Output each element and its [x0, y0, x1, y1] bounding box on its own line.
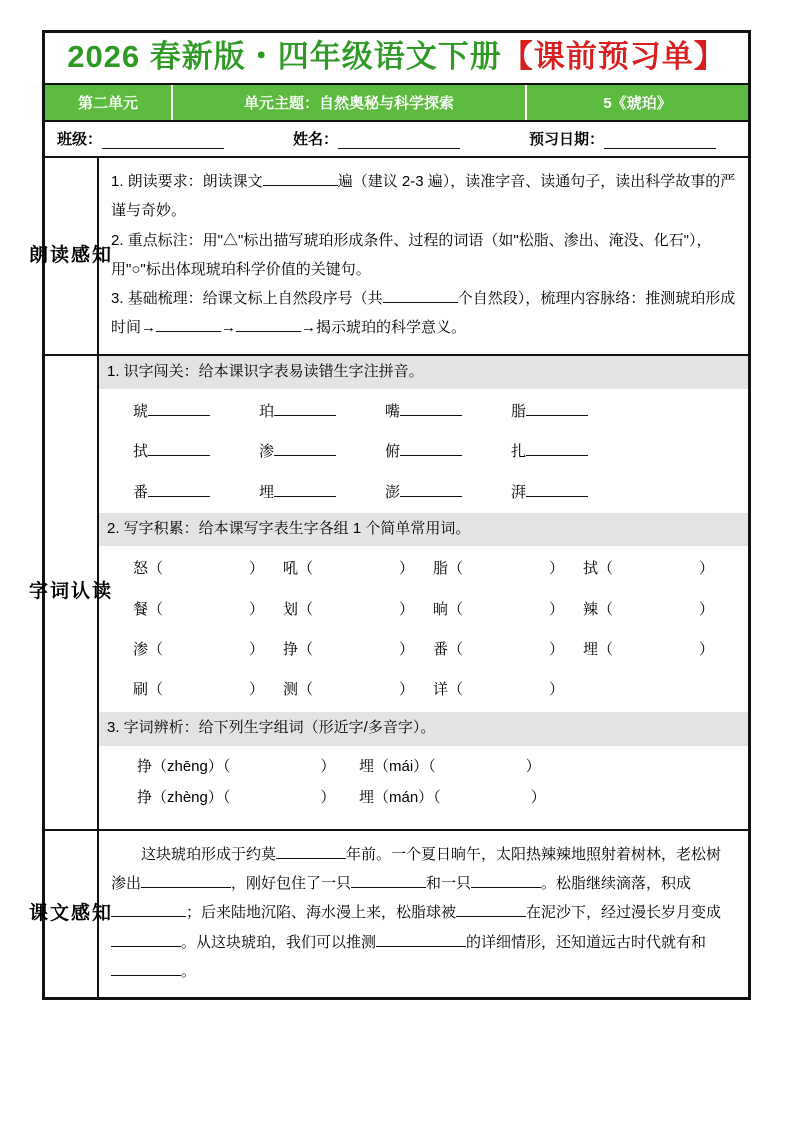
- pinyin-blank[interactable]: [148, 399, 210, 416]
- cloze-paragraph: [111, 840, 736, 986]
- pinyin-char: 扎: [511, 443, 527, 461]
- pinyin-item[interactable]: [511, 473, 637, 513]
- cloze-blank-resin[interactable]: [141, 871, 231, 888]
- reading-item-3-text-b: 个自然段），梳理内容脉络：推测琥珀形成时间→: [111, 290, 736, 337]
- write-char: 埋: [583, 640, 599, 658]
- cloze-blank-fossil[interactable]: [111, 930, 181, 947]
- discriminate-label: 挣（zhèng）（: [137, 789, 231, 807]
- pinyin-grid: [111, 389, 736, 513]
- write-word-item[interactable]: 埋（ ）: [583, 640, 715, 658]
- pinyin-blank[interactable]: [400, 480, 462, 497]
- cloze-text-b: 年前。一个夏日晌午，太阳热辣辣地照射着树林，老松树渗出: [111, 845, 722, 893]
- reading-item-3: [111, 284, 736, 343]
- discriminate-row: [137, 782, 736, 814]
- section-reading: [28, 158, 748, 356]
- reading-item-1: [111, 167, 736, 226]
- section-vocabulary: [28, 356, 748, 831]
- cloze-text-c: ，刚好包住了一只: [231, 875, 352, 893]
- write-word-item[interactable]: 餐（ ）: [133, 600, 265, 618]
- write-word-item[interactable]: 挣（ ）: [283, 640, 415, 658]
- cloze-text-i: 的详细情形，还知道远古时代就有和: [466, 933, 707, 951]
- pinyin-blank[interactable]: [400, 440, 462, 457]
- discriminate-label: 埋（mán）（: [359, 789, 441, 807]
- reading-item-3-text-a: 3. 基础梳理：给课文标上自然段序号（共: [111, 290, 383, 308]
- pinyin-blank[interactable]: [526, 399, 588, 416]
- write-word-item[interactable]: 番（ ）: [433, 640, 565, 658]
- write-word-item[interactable]: 渗（ ）: [133, 640, 265, 658]
- pinyin-item[interactable]: [385, 473, 511, 513]
- reading-item-2: 2. 重点标注：用"△"标出描写琥珀形成条件、过程的词语（如"松脂、渗出、淹没、化石"），用"○"标出体现琥珀科学价值的关键句。: [111, 231, 712, 278]
- unit-number: 第二单元: [45, 85, 173, 120]
- cloze-blank-creature[interactable]: [111, 959, 181, 976]
- write-word-item[interactable]: 刷（ ）: [133, 681, 265, 699]
- write-char: 详: [433, 681, 449, 699]
- cloze-text-g: 在泥沙下，经过漫长岁月变成: [526, 904, 722, 922]
- discriminate-label: 埋（mái）（: [359, 757, 436, 775]
- vocabulary-subheader-1: 1. 识字闯关：给本课识字表易读错生字注拼音。: [99, 356, 748, 390]
- write-char: 挣: [283, 640, 299, 658]
- reading-item-3-text-c: →: [221, 319, 237, 337]
- pinyin-char: 嘴: [385, 403, 401, 421]
- write-char: 渗: [133, 640, 149, 658]
- class-input[interactable]: [102, 133, 224, 149]
- date-field[interactable]: [517, 128, 748, 149]
- cloze-text-j: 。: [181, 962, 197, 980]
- pinyin-char: 脂: [511, 403, 527, 421]
- cloze-blank-insect2[interactable]: [471, 871, 541, 888]
- write-char: 吼: [283, 560, 299, 578]
- title-main: 2026 春新版・四年级语文下册: [67, 39, 502, 74]
- reading-item-3-text-d: →揭示琥珀的科学意义。: [301, 319, 467, 337]
- discriminate-item[interactable]: 挣（zhèng）（ ）: [137, 789, 336, 807]
- write-char: 拭: [583, 560, 599, 578]
- cloze-text-d: 和一只: [426, 875, 472, 893]
- write-word-item[interactable]: 划（ ）: [283, 600, 415, 618]
- write-word-item[interactable]: 拭（ ）: [583, 560, 715, 578]
- unit-theme: 单元主题：自然奥秘与科学探索: [173, 85, 527, 120]
- reading-item-1-text-b: 遍（建议 2-3 遍），读准字音、读通句子，读出科学故事的严谨与奇妙。: [111, 173, 736, 220]
- pinyin-item[interactable]: [511, 392, 637, 432]
- pinyin-blank[interactable]: [526, 440, 588, 457]
- cloze-blank-buried[interactable]: [456, 901, 526, 918]
- write-char: 番: [433, 640, 449, 658]
- reading-blank-times[interactable]: [263, 169, 338, 186]
- pinyin-blank[interactable]: [400, 399, 462, 416]
- date-input[interactable]: [604, 133, 716, 149]
- pinyin-item[interactable]: [133, 432, 259, 472]
- write-char: 晌: [433, 600, 449, 618]
- write-word-grid: [111, 546, 736, 712]
- reading-blank-paragraph-count[interactable]: [383, 286, 458, 303]
- cloze-blank-years[interactable]: [276, 842, 346, 859]
- vocabulary-subheader-2: 2. 写字积累：给本课写字表生字各组 1 个简单常用词。: [99, 513, 748, 547]
- pinyin-char: 澎: [385, 483, 401, 501]
- pinyin-char: 俯: [385, 443, 401, 461]
- pinyin-item[interactable]: [259, 432, 385, 472]
- discriminate-grid: [111, 746, 736, 818]
- pinyin-item[interactable]: [133, 392, 259, 432]
- pinyin-char: 埋: [259, 483, 275, 501]
- name-label: 姓名：: [293, 131, 339, 149]
- write-char: 刷: [133, 681, 149, 699]
- write-word-item[interactable]: 怒（ ）: [133, 560, 265, 578]
- unit-band: [45, 85, 748, 122]
- write-char: 辣: [583, 600, 599, 618]
- name-input[interactable]: [338, 133, 460, 149]
- pinyin-item[interactable]: [259, 473, 385, 513]
- discriminate-item[interactable]: 埋（mái）（ ）: [359, 757, 541, 775]
- pinyin-blank[interactable]: [274, 480, 336, 497]
- write-char: 怒: [133, 560, 149, 578]
- class-label: 班级：: [57, 131, 103, 149]
- cloze-text-a: 这块琥珀形成于约莫: [141, 845, 277, 863]
- pinyin-char: 珀: [259, 403, 275, 421]
- cloze-text-e: 。松脂继续滴落，积成: [541, 875, 692, 893]
- write-char: 餐: [133, 600, 149, 618]
- cloze-text-h: 。从这块琥珀，我们可以推测: [181, 933, 377, 951]
- pinyin-blank[interactable]: [148, 480, 210, 497]
- reading-blank-stage-2[interactable]: [236, 316, 301, 333]
- pinyin-char: 番: [133, 483, 149, 501]
- date-label: 预习日期：: [529, 131, 605, 149]
- pinyin-char: 湃: [511, 483, 527, 501]
- name-field[interactable]: [281, 128, 517, 149]
- pinyin-item[interactable]: [259, 392, 385, 432]
- pinyin-item[interactable]: [385, 392, 511, 432]
- pinyin-blank[interactable]: [274, 440, 336, 457]
- cloze-text-f: ；后来陆地沉陷、海水漫上来，松脂球被: [186, 904, 457, 922]
- write-word-item[interactable]: 测（ ）: [283, 681, 415, 699]
- write-word-item[interactable]: 脂（ ）: [433, 560, 565, 578]
- pinyin-blank[interactable]: [148, 440, 210, 457]
- write-word-item[interactable]: 晌（ ）: [433, 600, 565, 618]
- write-word-item[interactable]: 吼（ ）: [283, 560, 415, 578]
- section-reading-body: [99, 158, 748, 354]
- lesson-title: 5《琥珀》: [603, 95, 672, 113]
- pinyin-blank[interactable]: [526, 480, 588, 497]
- worksheet-sheet: [28, 30, 751, 1000]
- pinyin-item[interactable]: [133, 473, 259, 513]
- vocabulary-subheader-3: 3. 字词辨析：给下列生字组词（形近字/多音字）。: [99, 712, 748, 746]
- section-vocabulary-body: [99, 356, 748, 829]
- discriminate-label: 挣（zhēng）（: [137, 757, 231, 775]
- section-text-label: 课 文 感 知: [45, 831, 99, 997]
- reading-item-1-text-a: 1. 朗读要求：朗读课文: [111, 173, 263, 191]
- discriminate-item[interactable]: 挣（zhēng）（ ）: [137, 757, 336, 775]
- write-word-item[interactable]: 详（ ）: [433, 681, 565, 699]
- title-highlight: 【课前预习单】: [501, 39, 726, 74]
- pinyin-char: 琥: [133, 403, 149, 421]
- reading-blank-stage-1[interactable]: [156, 316, 221, 333]
- page-title: [45, 33, 748, 85]
- write-char: 脂: [433, 560, 449, 578]
- write-char: 测: [283, 681, 299, 699]
- pinyin-char: 拭: [133, 443, 149, 461]
- student-info-row: [45, 122, 748, 158]
- pinyin-blank[interactable]: [274, 399, 336, 416]
- cloze-blank-insect1[interactable]: [351, 871, 426, 888]
- class-field[interactable]: [45, 128, 281, 149]
- write-char: 划: [283, 600, 299, 618]
- cloze-blank-ball[interactable]: [111, 901, 186, 918]
- section-vocabulary-label: 字 词 认 读: [45, 356, 99, 829]
- pinyin-item[interactable]: [511, 432, 637, 472]
- cloze-blank-scene[interactable]: [376, 930, 466, 947]
- section-text-body: [99, 831, 748, 997]
- write-word-item[interactable]: 辣（ ）: [583, 600, 715, 618]
- pinyin-item[interactable]: [385, 432, 511, 472]
- discriminate-item[interactable]: 埋（mán）（ ）: [359, 789, 546, 807]
- section-reading-label: 朗 读 感 知: [45, 158, 99, 354]
- discriminate-row: [137, 751, 736, 783]
- section-text: [28, 831, 748, 997]
- pinyin-char: 渗: [259, 443, 275, 461]
